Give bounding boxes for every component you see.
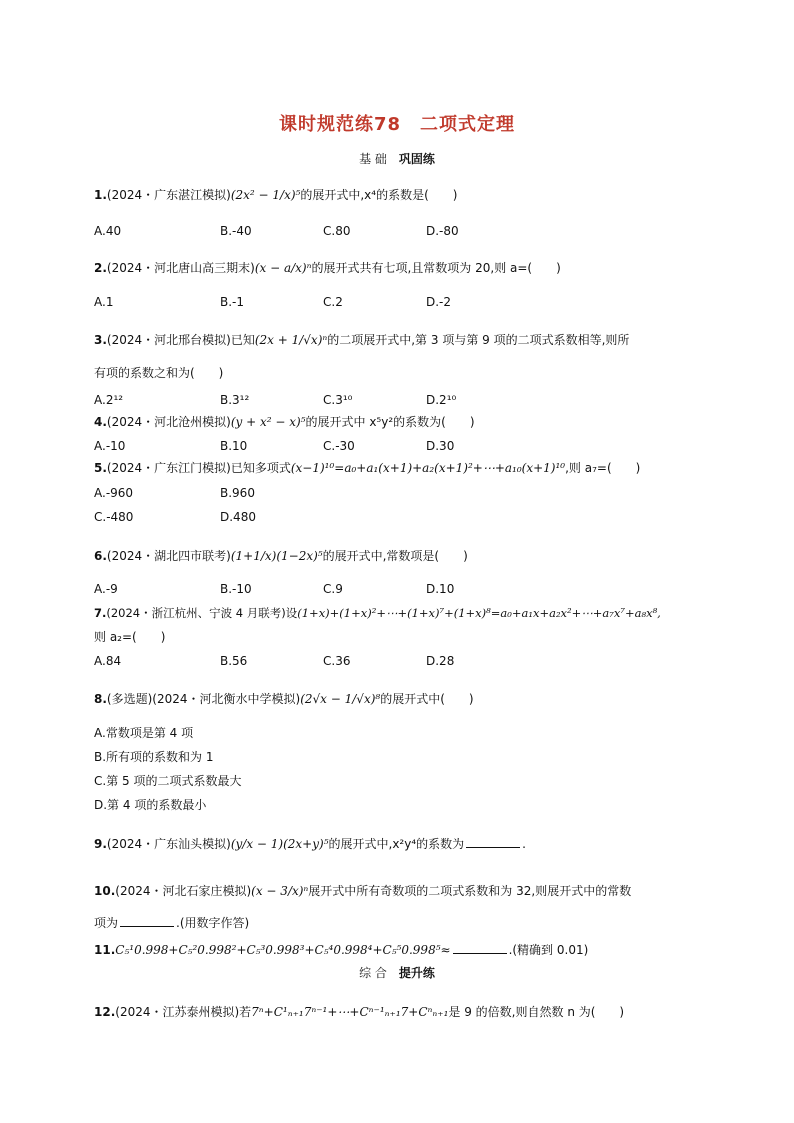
option-c: C.2 (323, 295, 343, 309)
question-source: (2024・广东湛江模拟) (106, 188, 231, 202)
answer-blank[interactable] (466, 847, 520, 848)
question-text: 的展开式中,x²y⁴的系数为 (328, 837, 465, 851)
option-c: C.36 (323, 654, 351, 668)
option-b: B.-1 (220, 295, 245, 309)
section-sublabel: 提升练 (398, 966, 435, 980)
question-number: 9. (94, 837, 107, 851)
section-sublabel: 巩固练 (398, 152, 435, 166)
option-c: C.3¹⁰ (323, 393, 353, 407)
option-b: B.所有项的系数和为 1 (94, 750, 214, 764)
option-c: C.9 (323, 582, 343, 596)
question-text: 的展开式中( ) (380, 692, 474, 706)
question-text: 的展开式共有七项,且常数项为 20,则 a=( ) (311, 261, 561, 275)
question-source: (2024・河北邢台模拟)已知 (106, 333, 255, 347)
question-expression: (2√x − 1/√x)⁸ (300, 692, 381, 706)
question-text: ,则 a₇=( ) (565, 461, 641, 475)
option-a: A.常数项是第 4 项 (94, 726, 194, 740)
question-7-line-2: 则 a₂=( ) (94, 630, 166, 644)
option-c: C.-30 (323, 439, 355, 453)
question-expression: (2x + 1/√x)ⁿ (254, 333, 328, 347)
question-text: 的展开式中,常数项是( ) (322, 549, 468, 563)
question-8 (94, 690, 474, 708)
question-number: 10. (94, 884, 116, 898)
option-b: B.10 (220, 439, 248, 453)
question-9 (94, 835, 526, 853)
question-source: (2024・河北石家庄模拟) (115, 884, 252, 898)
question-expression: (y/x − 1)(2x+y)⁵ (230, 837, 329, 851)
option-a: A.-10 (94, 439, 126, 453)
question-source: (2024・广东江门模拟)已知多项式 (106, 461, 291, 475)
option-c: C.-480 (94, 510, 134, 524)
question-source: (2024・广东汕头模拟) (106, 837, 231, 851)
question-text: 是 9 的倍数,则自然数 n 为( ) (448, 1005, 625, 1019)
option-d: D.480 (220, 510, 256, 524)
question-end: .(精确到 0.01) (508, 943, 589, 957)
option-a: A.-9 (94, 582, 118, 596)
question-number: 3. (94, 333, 107, 347)
question-5 (94, 459, 640, 477)
question-expression: 7ⁿ+C¹ₙ₊₁7ⁿ⁻¹+⋯+Cⁿ⁻¹ₙ₊₁7+Cⁿₙ₊₁ (251, 1005, 449, 1019)
question-3 (94, 331, 629, 349)
question-11 (94, 941, 588, 959)
question-3-line-2: 有项的系数之和为( ) (94, 366, 224, 380)
option-b: B.56 (220, 654, 248, 668)
option-d: D.第 4 项的系数最小 (94, 798, 207, 812)
option-a: A.84 (94, 654, 122, 668)
question-6 (94, 547, 468, 565)
question-source: (2024・河北沧州模拟) (106, 415, 231, 429)
question-number: 6. (94, 549, 107, 563)
question-source: (2024・湖北四市联考) (106, 549, 231, 563)
question-text: 的展开式中,x⁴的系数是( ) (300, 188, 458, 202)
question-expression: (1+x)+(1+x)²+⋯+(1+x)⁷+(1+x)⁸=a₀+a₁x+a₂x²+⋯+a₇x⁷+a₈x⁸, (297, 606, 661, 620)
question-2 (94, 259, 561, 277)
question-expression: (y + x² − x)⁵ (230, 415, 306, 429)
option-b: B.3¹² (220, 393, 250, 407)
question-end: .(用数字作答) (176, 916, 250, 930)
question-expression: (x − 3/x)ⁿ (251, 884, 309, 898)
question-number: 4. (94, 415, 107, 429)
question-source: (多选题)(2024・河北衡水中学模拟) (106, 692, 301, 706)
section-label: 基 础 (359, 152, 387, 166)
question-source: (2024・河北唐山高三期末) (106, 261, 255, 275)
question-source: (2024・江苏泰州模拟)若 (115, 1005, 252, 1019)
question-number: 5. (94, 461, 107, 475)
option-d: D.2¹⁰ (426, 393, 457, 407)
question-end: . (522, 837, 526, 851)
question-number: 8. (94, 692, 107, 706)
question-expression: (2x² − 1/x)⁵ (230, 188, 301, 202)
question-10-line-2 (94, 914, 249, 932)
question-text: 展开式中所有奇数项的二项式系数和为 32,则展开式中的常数 (308, 884, 632, 898)
answer-blank[interactable] (453, 953, 507, 954)
question-expression: (1+1/x)(1−2x)⁵ (230, 549, 323, 563)
option-c: C.第 5 项的二项式系数最大 (94, 774, 242, 788)
question-source: (2024・浙江杭州、宁波 4 月联考)设 (106, 606, 298, 620)
question-7 (94, 604, 661, 622)
question-expression: C₅¹0.998+C₅²0.998²+C₅³0.998³+C₅⁴0.998⁴+C₅⁵0.998⁵≈ (115, 943, 451, 957)
option-d: D.-80 (426, 224, 459, 238)
option-d: D.-2 (426, 295, 452, 309)
option-b: B.-40 (220, 224, 252, 238)
question-number: 12. (94, 1005, 116, 1019)
option-d: D.10 (426, 582, 455, 596)
answer-blank[interactable] (120, 926, 174, 927)
question-text: 的展开式中 x⁵y²的系数为( ) (305, 415, 475, 429)
page-title: 课时规范练78 二项式定理 (278, 114, 516, 135)
question-10 (94, 882, 631, 900)
option-d: D.30 (426, 439, 455, 453)
section-heading-basic (0, 150, 794, 167)
option-b: B.960 (220, 486, 255, 500)
section-label: 综 合 (359, 966, 387, 980)
question-number: 2. (94, 261, 107, 275)
option-b: B.-10 (220, 582, 252, 596)
question-number: 1. (94, 188, 107, 202)
option-a: A.1 (94, 295, 114, 309)
option-a: A.-960 (94, 486, 134, 500)
option-a: A.2¹² (94, 393, 124, 407)
question-number: 11. (94, 943, 116, 957)
question-text: 的二项展开式中,第 3 项与第 9 项的二项式系数相等,则所 (327, 333, 630, 347)
question-4 (94, 413, 475, 431)
question-12 (94, 1003, 624, 1021)
question-number: 7. (94, 606, 107, 620)
option-a: A.40 (94, 224, 122, 238)
question-1 (94, 186, 457, 204)
question-expression: (x − a/x)ⁿ (254, 261, 312, 275)
option-d: D.28 (426, 654, 455, 668)
section-heading-advanced (0, 964, 794, 981)
question-expression: (x−1)¹⁰=a₀+a₁(x+1)+a₂(x+1)²+⋯+a₁₀(x+1)¹⁰ (290, 461, 566, 475)
option-c: C.80 (323, 224, 351, 238)
question-text: 项为 (94, 916, 119, 930)
